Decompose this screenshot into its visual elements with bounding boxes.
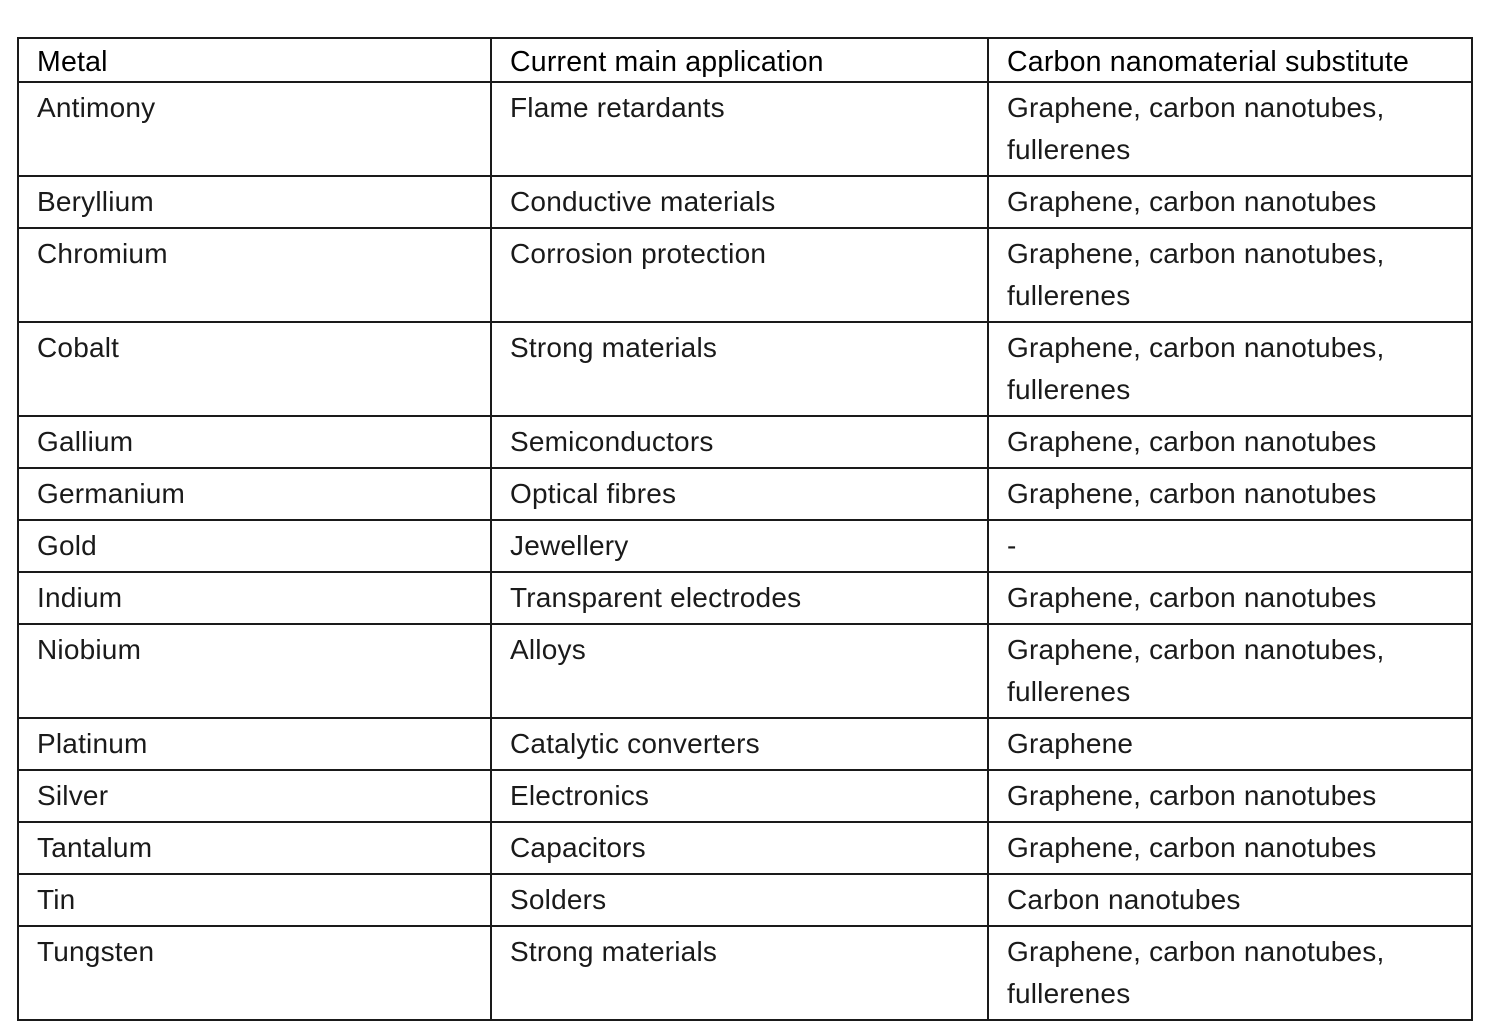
cell-substitute: Graphene, carbon nanotubes	[988, 176, 1472, 228]
cell-application: Electronics	[491, 770, 988, 822]
cell-application: Strong materials	[491, 322, 988, 416]
header-application: Current main application	[491, 38, 988, 82]
table-row	[18, 176, 1472, 228]
table-row	[18, 322, 1472, 416]
table-row	[18, 718, 1472, 770]
table-row	[18, 874, 1472, 926]
cell-metal: Niobium	[18, 624, 491, 718]
cell-substitute: Graphene, carbon nanotubes, fullerenes	[988, 322, 1472, 416]
table-row	[18, 82, 1472, 176]
table-row	[18, 926, 1472, 1020]
table-body	[18, 82, 1472, 1020]
cell-metal: Silver	[18, 770, 491, 822]
metals-table	[17, 37, 1473, 1021]
cell-substitute: Graphene, carbon nanotubes	[988, 416, 1472, 468]
cell-substitute: Graphene, carbon nanotubes	[988, 770, 1472, 822]
table-row	[18, 822, 1472, 874]
cell-application: Strong materials	[491, 926, 988, 1020]
cell-substitute: Graphene, carbon nanotubes	[988, 468, 1472, 520]
table-header	[18, 38, 1472, 82]
cell-metal: Antimony	[18, 82, 491, 176]
table-row	[18, 228, 1472, 322]
cell-substitute: Graphene, carbon nanotubes, fullerenes	[988, 228, 1472, 322]
cell-metal: Beryllium	[18, 176, 491, 228]
cell-substitute: Graphene, carbon nanotubes, fullerenes	[988, 624, 1472, 718]
cell-application: Jewellery	[491, 520, 988, 572]
cell-application: Solders	[491, 874, 988, 926]
header-substitute: Carbon nanomaterial substitute	[988, 38, 1472, 82]
cell-application: Capacitors	[491, 822, 988, 874]
cell-substitute: Graphene, carbon nanotubes, fullerenes	[988, 82, 1472, 176]
cell-metal: Gold	[18, 520, 491, 572]
cell-metal: Tungsten	[18, 926, 491, 1020]
table-row	[18, 468, 1472, 520]
header-row	[18, 38, 1472, 82]
cell-application: Optical fibres	[491, 468, 988, 520]
cell-metal: Tantalum	[18, 822, 491, 874]
table-row	[18, 624, 1472, 718]
cell-substitute: Graphene, carbon nanotubes	[988, 822, 1472, 874]
table-row	[18, 572, 1472, 624]
cell-metal: Germanium	[18, 468, 491, 520]
cell-metal: Gallium	[18, 416, 491, 468]
cell-application: Conductive materials	[491, 176, 988, 228]
cell-metal: Platinum	[18, 718, 491, 770]
cell-application: Catalytic converters	[491, 718, 988, 770]
cell-metal: Tin	[18, 874, 491, 926]
cell-substitute: -	[988, 520, 1472, 572]
cell-application: Corrosion protection	[491, 228, 988, 322]
cell-metal: Chromium	[18, 228, 491, 322]
cell-substitute: Graphene, carbon nanotubes	[988, 572, 1472, 624]
cell-substitute: Graphene, carbon nanotubes, fullerenes	[988, 926, 1472, 1020]
cell-application: Flame retardants	[491, 82, 988, 176]
table-row	[18, 520, 1472, 572]
cell-application: Semiconductors	[491, 416, 988, 468]
table-row	[18, 416, 1472, 468]
cell-metal: Cobalt	[18, 322, 491, 416]
cell-application: Alloys	[491, 624, 988, 718]
cell-substitute: Graphene	[988, 718, 1472, 770]
table-row	[18, 770, 1472, 822]
cell-substitute: Carbon nanotubes	[988, 874, 1472, 926]
cell-metal: Indium	[18, 572, 491, 624]
cell-application: Transparent electrodes	[491, 572, 988, 624]
header-metal: Metal	[18, 38, 491, 82]
